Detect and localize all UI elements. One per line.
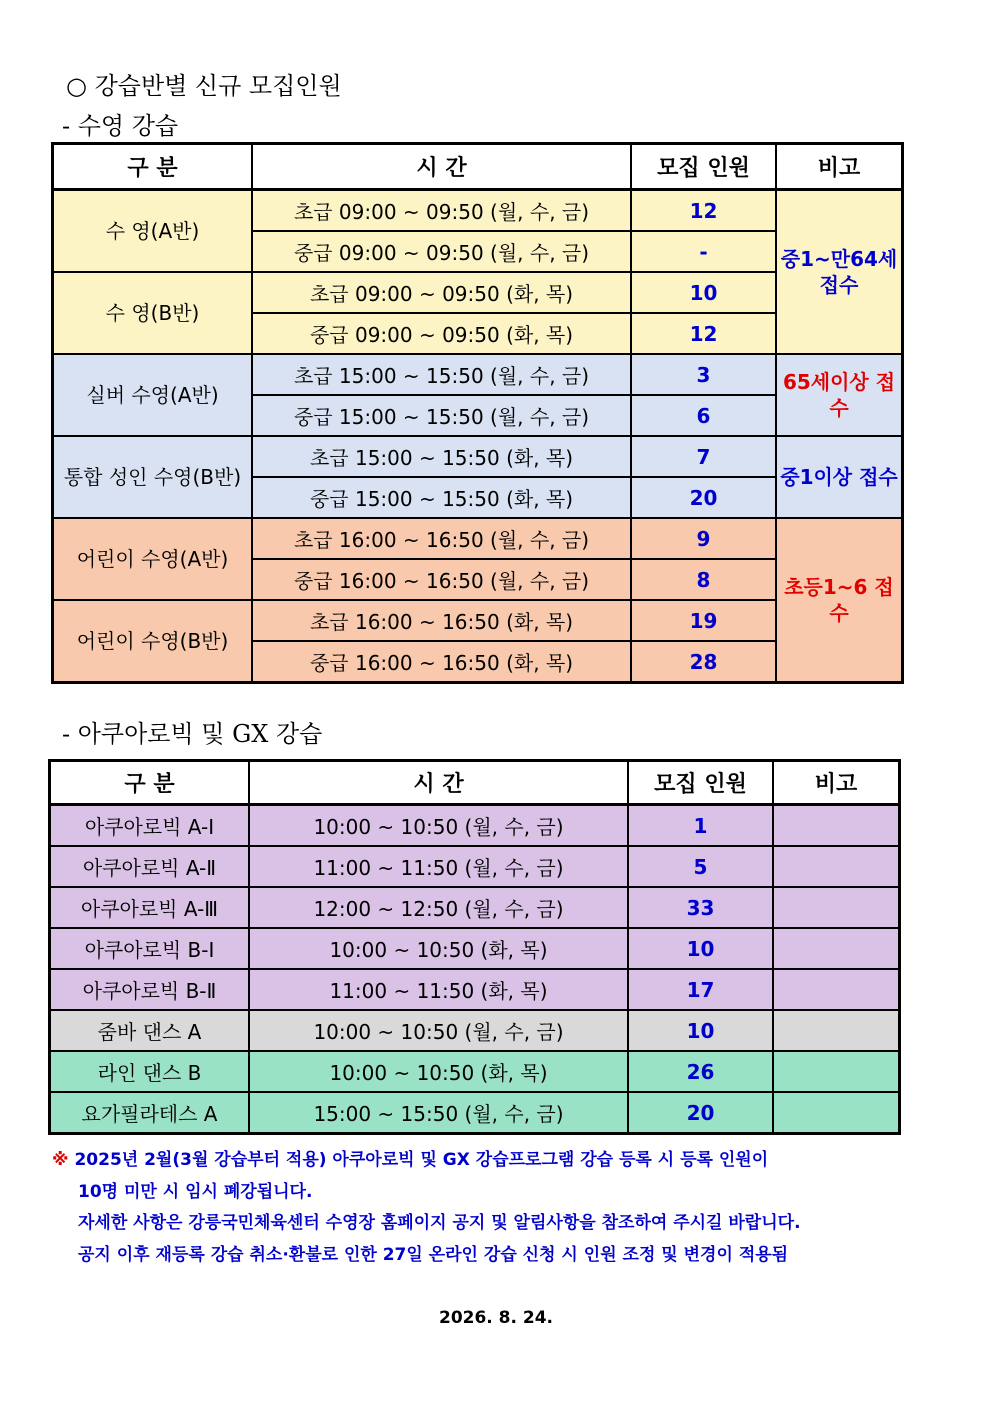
class-name: 어린이 수영(B반) <box>53 600 252 682</box>
document-date: 2026. 8. 24. <box>438 1308 553 1328</box>
table-header-row <box>50 761 899 805</box>
class-time: 초급 15:00 ~ 15:50 (월, 수, 금) <box>252 354 631 395</box>
class-time: 중급 09:00 ~ 09:50 (월, 수, 금) <box>252 231 631 272</box>
class-note <box>773 846 899 887</box>
note-integrated: 중1이상 접수 <box>776 436 902 518</box>
class-count: 17 <box>628 969 773 1010</box>
class-time: 중급 09:00 ~ 09:50 (화, 목) <box>252 313 631 354</box>
note-children: 초등1~6 접수 <box>776 518 902 682</box>
class-name: 줌바 댄스 A <box>50 1010 249 1051</box>
class-time: 중급 15:00 ~ 15:50 (월, 수, 금) <box>252 395 631 436</box>
page-title: ○ 강습반별 신규 모집인원 <box>66 72 342 100</box>
table-row <box>50 846 899 887</box>
table-row <box>50 928 899 969</box>
class-name: 수 영(B반) <box>53 272 252 354</box>
header-category: 구 분 <box>53 144 252 190</box>
footnote-line-3: 자세한 사항은 강릉국민체육센터 수영장 홈페이지 공지 및 알림사항을 참조하여 주시길 바랍니다. <box>78 1213 801 1233</box>
class-note <box>773 805 899 846</box>
header-note: 비고 <box>776 144 902 190</box>
class-name: 어린이 수영(A반) <box>53 518 252 600</box>
class-note <box>773 1010 899 1051</box>
class-count: 3 <box>631 354 776 395</box>
class-name: 아쿠아로빅 A-Ⅰ <box>50 805 249 846</box>
class-count: 6 <box>631 395 776 436</box>
class-time: 10:00 ~ 10:50 (월, 수, 금) <box>249 1010 628 1051</box>
class-time: 11:00 ~ 11:50 (월, 수, 금) <box>249 846 628 887</box>
class-count: 12 <box>631 313 776 354</box>
class-name: 아쿠아로빅 A-Ⅲ <box>50 887 249 928</box>
aqua-section-heading: - 아쿠아로빅 및 GX 강습 <box>62 720 323 748</box>
class-note <box>773 969 899 1010</box>
table-row <box>53 600 902 641</box>
footnote-line-2: 10명 미만 시 임시 폐강됩니다. <box>78 1182 313 1202</box>
table-row <box>50 1010 899 1051</box>
class-count: 10 <box>628 1010 773 1051</box>
header-note: 비고 <box>773 761 899 805</box>
header-count: 모집 인원 <box>631 144 776 190</box>
table-header-row <box>53 144 902 190</box>
footnote-text-1: 2025년 2월(3월 강습부터 적용) 아쿠아로빅 및 GX 강습프로그램 강습 등록 시 등록 인원이 <box>74 1150 769 1170</box>
class-count: 33 <box>628 887 773 928</box>
class-name: 수 영(A반) <box>53 190 252 272</box>
class-name: 라인 댄스 B <box>50 1051 249 1092</box>
class-time: 11:00 ~ 11:50 (화, 목) <box>249 969 628 1010</box>
swim-table <box>51 142 904 684</box>
note-adult: 중1~만64세 접수 <box>776 190 902 354</box>
header-count: 모집 인원 <box>628 761 773 805</box>
class-time: 중급 16:00 ~ 16:50 (화, 목) <box>252 641 631 682</box>
class-name: 실버 수영(A반) <box>53 354 252 436</box>
table-row <box>53 190 902 231</box>
class-count: 8 <box>631 559 776 600</box>
header-category: 구 분 <box>50 761 249 805</box>
class-count: 7 <box>631 436 776 477</box>
header-time: 시 간 <box>249 761 628 805</box>
table-row <box>50 805 899 846</box>
class-count: 10 <box>628 928 773 969</box>
aqua-table <box>48 759 901 1135</box>
class-count: 20 <box>631 477 776 518</box>
table-row <box>50 969 899 1010</box>
footnote-line-4: 공지 이후 재등록 강습 취소·환불로 인한 27일 온라인 강습 신청 시 인원 조정 및 변경이 적용됨 <box>78 1245 789 1265</box>
class-count: 9 <box>631 518 776 559</box>
swim-section-heading: - 수영 강습 <box>62 112 179 140</box>
class-name: 요가필라테스 A <box>50 1092 249 1133</box>
reference-mark-icon: ※ <box>52 1150 69 1170</box>
class-note <box>773 928 899 969</box>
class-count: 12 <box>631 190 776 231</box>
class-time: 중급 16:00 ~ 16:50 (월, 수, 금) <box>252 559 631 600</box>
class-time: 초급 15:00 ~ 15:50 (화, 목) <box>252 436 631 477</box>
class-count: 5 <box>628 846 773 887</box>
class-count: 1 <box>628 805 773 846</box>
class-count: 26 <box>628 1051 773 1092</box>
class-count: 28 <box>631 641 776 682</box>
class-time: 12:00 ~ 12:50 (월, 수, 금) <box>249 887 628 928</box>
class-time: 초급 09:00 ~ 09:50 (화, 목) <box>252 272 631 313</box>
table-row <box>50 1051 899 1092</box>
class-time: 10:00 ~ 10:50 (화, 목) <box>249 1051 628 1092</box>
class-name: 통합 성인 수영(B반) <box>53 436 252 518</box>
header-time: 시 간 <box>252 144 631 190</box>
class-time: 10:00 ~ 10:50 (월, 수, 금) <box>249 805 628 846</box>
class-time: 초급 16:00 ~ 16:50 (화, 목) <box>252 600 631 641</box>
class-note <box>773 1051 899 1092</box>
class-time: 초급 16:00 ~ 16:50 (월, 수, 금) <box>252 518 631 559</box>
table-row <box>53 518 902 559</box>
class-name: 아쿠아로빅 B-Ⅱ <box>50 969 249 1010</box>
note-senior: 65세이상 접수 <box>776 354 902 436</box>
table-row <box>50 887 899 928</box>
table-row <box>50 1092 899 1133</box>
class-name: 아쿠아로빅 B-Ⅰ <box>50 928 249 969</box>
table-row <box>53 272 902 313</box>
class-count: 20 <box>628 1092 773 1133</box>
class-count: - <box>631 231 776 272</box>
class-time: 10:00 ~ 10:50 (화, 목) <box>249 928 628 969</box>
class-name: 아쿠아로빅 A-Ⅱ <box>50 846 249 887</box>
class-count: 10 <box>631 272 776 313</box>
table-row <box>53 354 902 395</box>
class-time: 초급 09:00 ~ 09:50 (월, 수, 금) <box>252 190 631 231</box>
class-note <box>773 887 899 928</box>
footnote-line-1 <box>52 1144 768 1176</box>
class-time: 중급 15:00 ~ 15:50 (화, 목) <box>252 477 631 518</box>
table-row <box>53 436 902 477</box>
class-count: 19 <box>631 600 776 641</box>
class-note <box>773 1092 899 1133</box>
class-time: 15:00 ~ 15:50 (월, 수, 금) <box>249 1092 628 1133</box>
